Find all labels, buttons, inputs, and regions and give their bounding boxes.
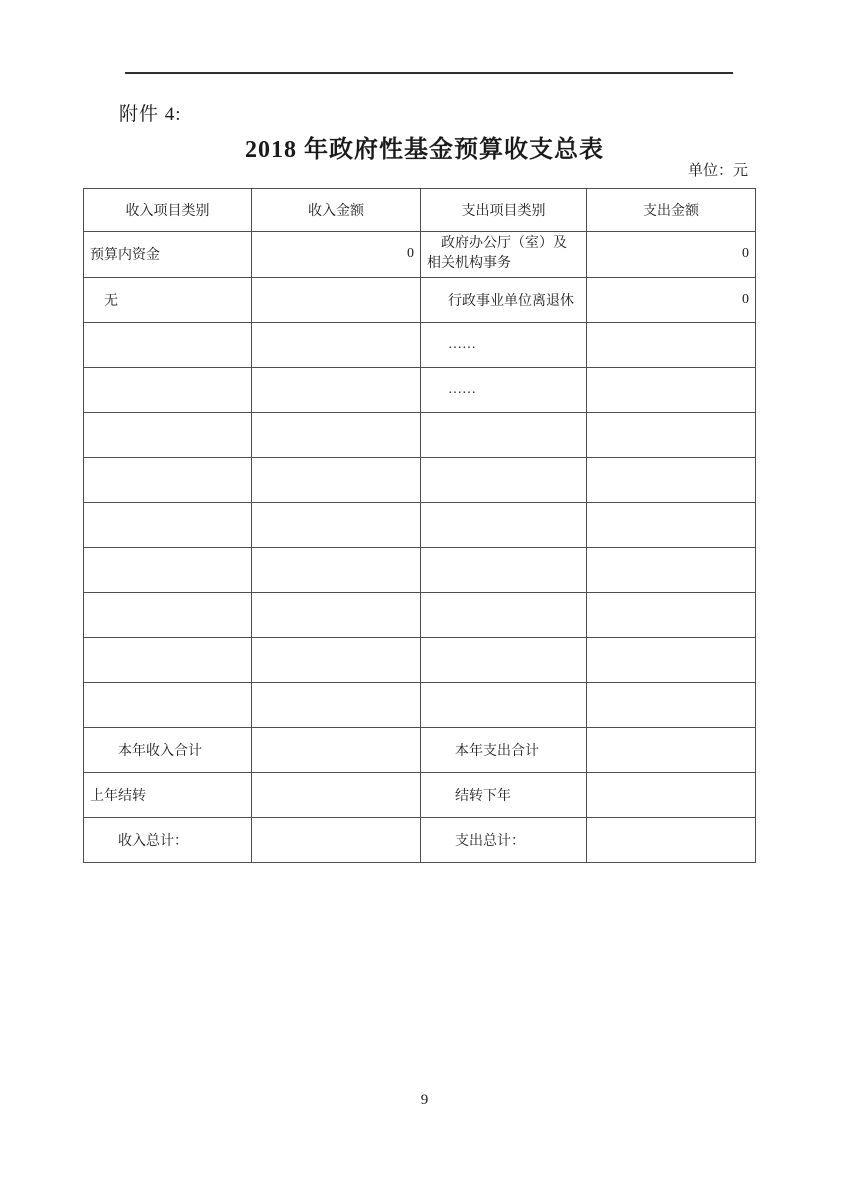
table-row [84,637,756,682]
table-row [84,682,756,727]
cell-income-item [84,637,252,682]
table-row [84,547,756,592]
cell-income-amount [252,817,421,862]
cell-expense-item: 行政事业单位离退休 [421,277,587,322]
cell-expense-amount [587,322,756,367]
cell-income-amount [252,367,421,412]
cell-expense-item [421,637,587,682]
table-row [84,502,756,547]
budget-table [83,188,756,863]
cell-expense-amount [587,817,756,862]
cell-income-amount: 0 [252,232,421,278]
cell-income-item: 收入总计： [84,817,252,862]
unit-label: 单位：元 [687,163,748,179]
cell-income-item [84,457,252,502]
table-row [84,592,756,637]
cell-expense-amount [587,637,756,682]
cell-income-item: 预算内资金 [84,232,252,278]
table-row [84,322,756,367]
cell-expense-amount [587,727,756,772]
cell-income-amount [252,772,421,817]
cell-income-item [84,547,252,592]
cell-income-amount [252,682,421,727]
cell-income-item [84,592,252,637]
cell-expense-amount [587,412,756,457]
attachment-label: 附件 4: [119,104,182,125]
cell-income-amount [252,322,421,367]
cell-expense-item: 结转下年 [421,772,587,817]
cell-expense-item [421,682,587,727]
cell-income-item [84,682,252,727]
cell-income-item [84,322,252,367]
column-header-income-amount: 收入金额 [252,189,421,232]
table-row [84,412,756,457]
table-row-year-total [84,727,756,772]
cell-income-item: 上年结转 [84,772,252,817]
column-header-expense-amount: 支出金额 [587,189,756,232]
cell-expense-amount [587,457,756,502]
page-number: 9 [420,1092,429,1108]
cell-income-amount [252,592,421,637]
cell-income-amount [252,727,421,772]
cell-income-amount [252,547,421,592]
cell-expense-amount: 0 [587,277,756,322]
cell-expense-item [421,547,587,592]
cell-income-item: 本年收入合计 [84,727,252,772]
cell-expense-item [421,457,587,502]
column-header-expense-item: 支出项目类别 [421,189,587,232]
cell-expense-item: …… [421,322,587,367]
cell-income-item [84,502,252,547]
cell-expense-item: 政府办公厅（室）及相关机构事务 [421,232,587,278]
cell-income-amount [252,457,421,502]
cell-expense-amount [587,592,756,637]
cell-expense-amount [587,682,756,727]
cell-expense-amount [587,772,756,817]
cell-expense-item: 支出总计： [421,817,587,862]
cell-expense-amount [587,547,756,592]
cell-expense-amount: 0 [587,232,756,278]
table-row-carryover [84,772,756,817]
cell-income-item [84,367,252,412]
table-row [84,367,756,412]
cell-income-item: 无 [84,277,252,322]
table-row [84,277,756,322]
cell-expense-item: 本年支出合计 [421,727,587,772]
cell-expense-item [421,592,587,637]
header-rule [125,72,733,74]
table-row-grand-total [84,817,756,862]
table-row [84,457,756,502]
column-header-income-item: 收入项目类别 [84,189,252,232]
cell-income-amount [252,637,421,682]
cell-expense-item [421,502,587,547]
cell-expense-amount [587,502,756,547]
cell-expense-amount [587,367,756,412]
cell-income-item [84,412,252,457]
cell-expense-item [421,412,587,457]
page-title: 2018 年政府性基金预算收支总表 [245,137,604,163]
cell-income-amount [252,277,421,322]
table-header-row [84,189,756,232]
cell-income-amount [252,412,421,457]
cell-expense-item: …… [421,367,587,412]
table-row [84,232,756,278]
cell-income-amount [252,502,421,547]
